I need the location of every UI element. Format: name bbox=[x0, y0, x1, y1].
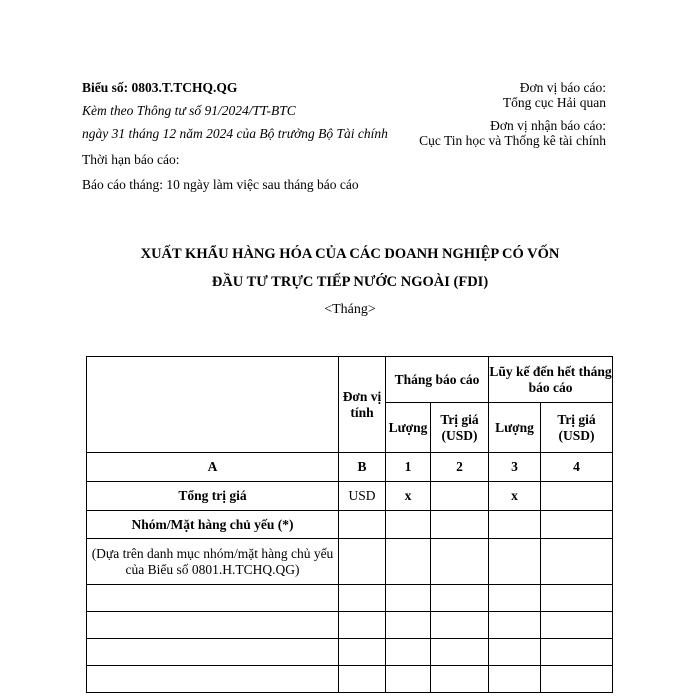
table-row bbox=[87, 585, 613, 612]
report-title-line2: ĐẦU TƯ TRỰC TIẾP NƯỚC NGOÀI (FDI) bbox=[211, 274, 489, 290]
total-unit: USD bbox=[339, 482, 386, 511]
index-cell: A bbox=[87, 453, 339, 482]
total-month-qty: x bbox=[386, 482, 431, 511]
header-left bbox=[82, 80, 412, 200]
table-row bbox=[87, 612, 613, 639]
index-row bbox=[87, 453, 613, 482]
deadline-label: Thời hạn báo cáo: bbox=[82, 152, 180, 167]
report-table bbox=[86, 356, 613, 693]
group-label: Nhóm/Mặt hàng chủ yếu (*) bbox=[87, 511, 339, 539]
total-cum-value bbox=[541, 482, 613, 511]
report-period: <Tháng> bbox=[324, 302, 376, 317]
header-cum-qty: Lượng bbox=[489, 403, 541, 453]
receiving-unit: Cục Tin học và Thống kê tài chính bbox=[419, 133, 606, 148]
note-row bbox=[87, 539, 613, 585]
report-title-line1: XUẤT KHẨU HÀNG HÓA CỦA CÁC DOANH NGHIỆP CÓ VỐN bbox=[140, 246, 560, 262]
total-row bbox=[87, 482, 613, 511]
index-cell: 4 bbox=[541, 453, 613, 482]
deadline-value: Báo cáo tháng: 10 ngày làm việc sau tháng báo cáo bbox=[82, 177, 359, 192]
attached-circular: Kèm theo Thông tư số 91/2024/TT-BTC bbox=[82, 103, 296, 118]
header-reporting-month: Tháng báo cáo bbox=[386, 357, 489, 403]
header-item-cell bbox=[87, 357, 339, 453]
note-label: (Dựa trên danh mục nhóm/mặt hàng chủ yếu của Biểu số 0801.H.TCHQ.QG) bbox=[87, 539, 339, 585]
reporting-unit: Tổng cục Hải quan bbox=[502, 95, 606, 110]
total-cum-qty: x bbox=[489, 482, 541, 511]
form-number: Biểu số: 0803.T.TCHQ.QG bbox=[82, 80, 238, 95]
index-cell: B bbox=[339, 453, 386, 482]
total-label: Tổng trị giá bbox=[87, 482, 339, 511]
header-month-value: Trị giá (USD) bbox=[431, 403, 489, 453]
header-cum-value: Trị giá (USD) bbox=[541, 403, 613, 453]
group-row bbox=[87, 511, 613, 539]
header-unit: Đơn vị tính bbox=[339, 357, 386, 453]
receiving-unit-label: Đơn vị nhận báo cáo: bbox=[490, 118, 606, 133]
index-cell: 3 bbox=[489, 453, 541, 482]
header-month-qty: Lượng bbox=[386, 403, 431, 453]
table-row bbox=[87, 639, 613, 666]
circular-date: ngày 31 tháng 12 năm 2024 của Bộ trưởng Bộ Tài chính bbox=[82, 126, 388, 141]
index-cell: 2 bbox=[431, 453, 489, 482]
table-row bbox=[87, 666, 613, 693]
header-cumulative: Lũy kế đến hết tháng báo cáo bbox=[489, 357, 613, 403]
reporting-unit-label: Đơn vị báo cáo: bbox=[519, 80, 606, 95]
total-month-value bbox=[431, 482, 489, 511]
index-cell: 1 bbox=[386, 453, 431, 482]
header-right bbox=[406, 80, 606, 148]
